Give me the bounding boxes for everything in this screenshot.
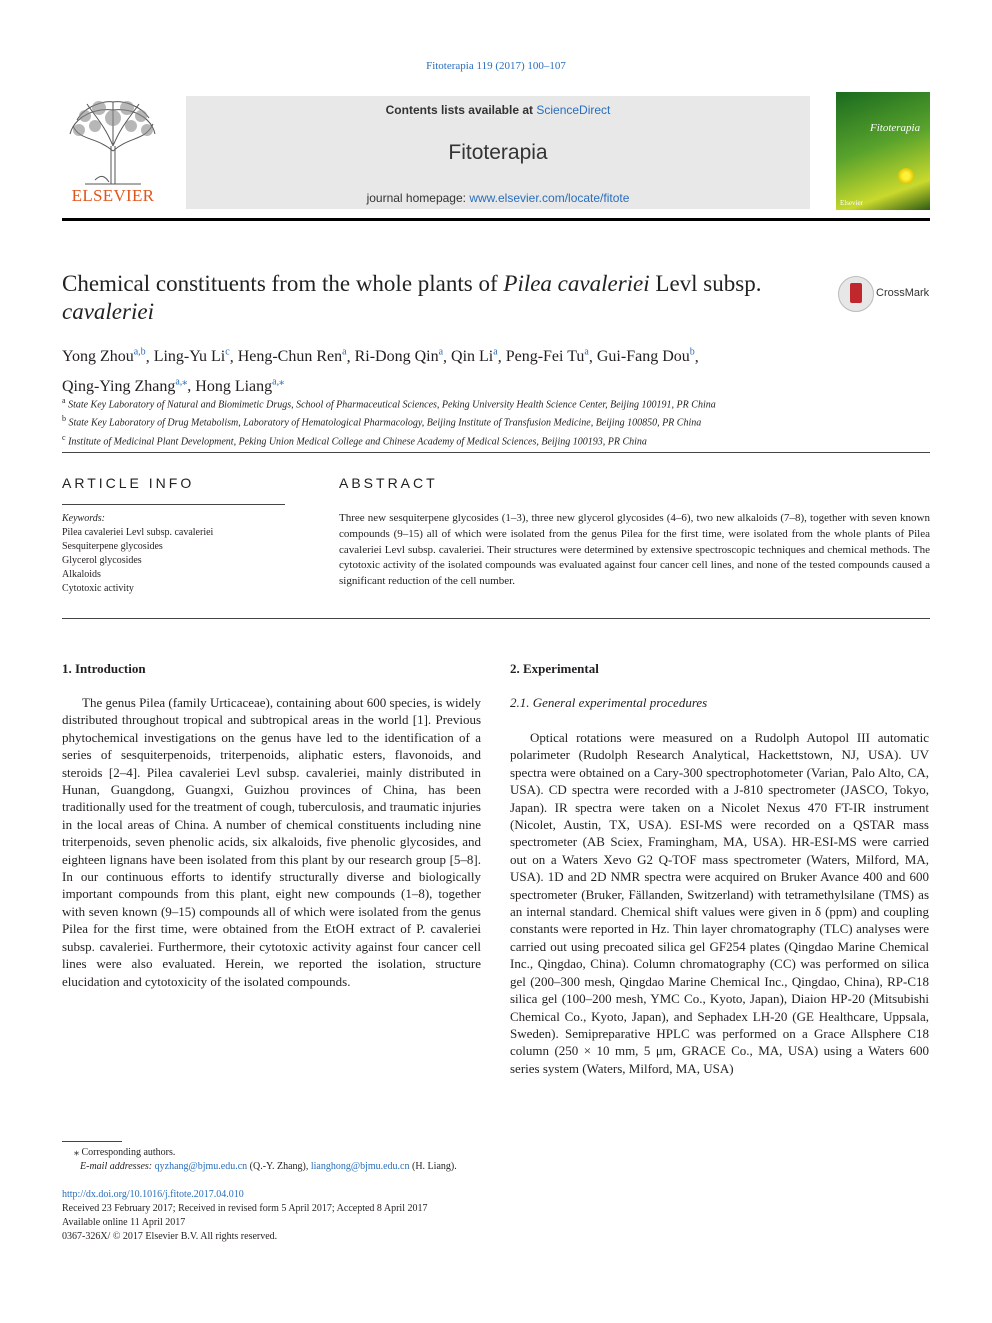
author[interactable]: Gui-Fang Dou$^b$ [596, 347, 695, 366]
journal-reference[interactable]: Fitoterapia 119 (2017) 100–107 [426, 60, 566, 72]
elsevier-wordmark: ELSEVIER [71, 186, 155, 205]
email-line: E-mail addresses: qyzhang@bjmu.edu.cn (Q.-Y. Zhang), lianghong@bjmu.edu.cn (H. Liang). [80, 1161, 457, 1172]
journal-name: Fitoterapia [448, 141, 548, 164]
footnote-divider [62, 1141, 122, 1142]
flower-icon [898, 168, 914, 184]
elsevier-logo[interactable] [62, 96, 164, 212]
cover-publisher: Elsevier [840, 199, 863, 207]
keyword: Sesquiterpene glycosides [62, 541, 163, 552]
homepage-link[interactable]: www.elsevier.com/locate/fitote [469, 191, 630, 205]
divider [62, 618, 930, 619]
author[interactable]: Hong Liang$^{a,⁎}$ [195, 376, 285, 395]
email-link[interactable]: lianghong@bjmu.edu.cn [310, 1161, 410, 1172]
crossmark-label: CrossMark [876, 287, 930, 299]
affiliation: $^c$ Institute of Medicinal Plant Development, Peking Union Medical College and Chinese Academy of Medical Sciences, Beijing 100193, PR China [62, 432, 647, 447]
footnotes [62, 1146, 662, 1174]
author[interactable]: Ling-Yu Li$^c$ [153, 347, 230, 366]
author[interactable]: Qin Li$^a$ [451, 347, 498, 366]
keyword: Glycerol glycosides [62, 555, 142, 566]
received-dates: Received 23 February 2017; Received in revised form 5 April 2017; Accepted 8 April 2017 [62, 1203, 428, 1214]
corresponding-note: ⁎ Corresponding authors. [74, 1147, 176, 1158]
article-info-heading: ARTICLE INFO [62, 475, 195, 491]
crossmark-icon [838, 276, 874, 312]
keywords: Keywords: Pilea cavaleriei Levl subsp. cavaleriei Sesquiterpene glycosides Glycerol glycosides Alkaloids Cytotoxic activity [62, 512, 292, 596]
article-title: Chemical constituents from the whole plants of Pilea cavaleriei Levl subsp. cavaleriei [62, 271, 762, 324]
author[interactable]: Qing-Ying Zhang$^{a,⁎}$ [62, 376, 188, 395]
experimental-text: Optical rotations were measured on a Rudolph Autopol III automatic polarimeter (Rudolph Research Analytical, Hackettstown, NJ, USA). UV spectra were obtained on a Cary-300 spectrophotometer (Varian, Palo Alto, CA, USA). CD spectra were recorded with a J-810 spectrometer (JASCO, Tokyo, Japan). IR spectra were taken on a Nicolet Nexus 470 FT-IR instrument (Nicolet, Austin, TX, USA). ESI-MS were recorded on a QSTAR mass spectrometer (AB Sciex, Framingham, MA, USA). HR-ESI-MS were carried out on a Waters Xevo G2 Q-TOF mass spectrometer (Waters, Milford, MA, USA). 1D and 2D NMR spectra were acquired on Bruker Avance 400 and 600 spectrometer (Bruker, Fällanden, Switzerland) with tetramethylsilane (TMS) as an internal standard. Chemical shift values were given in δ (ppm) and coupling constants were reported in Hz. Thin layer chromatography (TLC) analyses were carried out using precoated silica gel GF254 plates (Qingdao Marine Chemical Inc., Qingdao, China). Column chromatography (CC) was performed on silica gel (200–300 mesh, Qingdao Marine Chemical Inc., Qingdao, China), RP-C18 silica gel (100–200 mesh, YMC Co., Kyoto, Japan), Diaion HP-20 (Mitsubishi Chemical Co., Kyoto, Japan), and Sephadex LH-20 (GE Healthcare, Uppsala, Sweden). Semipreparative HPLC was performed on a Grace Allsphere C18 column (250 × 10 mm, 5 μm, GRACE Co., MA, USA) using a Waters 600 series system (Waters, Milford, MA, USA) [510, 730, 929, 1076]
contents-line: Contents lists available at ScienceDirect [385, 103, 611, 117]
journal-cover-image[interactable] [836, 92, 930, 210]
divider [62, 452, 930, 453]
sciencedirect-link[interactable]: ScienceDirect [536, 103, 611, 117]
divider [62, 504, 285, 505]
abstract-text: Three new sesquiterpene glycosides (1–3), three new glycerol glycosides (4–6), two new alkaloids (7–8), together with seven known compounds (9–15) all of which were isolated from the genus Pilea for the first time, were isolated from the whole plants of Pilea cavaleriei Levl subsp. cavaleriei. Their structures were determined by extensive spectroscopic techniques and chemical methods. The cytotoxic activity of the isolated compounds was evaluated against four cancer cell lines, and none of the tested compounds caused a significant reduction of the cell number. [339, 512, 930, 588]
keyword: Cytotoxic activity [62, 583, 134, 594]
keyword: Alkaloids [62, 569, 101, 580]
subsection-heading: 2.1. General experimental procedures [510, 695, 708, 710]
crossmark-badge[interactable] [838, 276, 938, 312]
author[interactable]: Yong Zhou$^{a,b}$ [62, 347, 146, 366]
keyword: Pilea cavaleriei Levl subsp. cavaleriei [62, 527, 214, 538]
cover-title: Fitoterapia [870, 122, 921, 134]
header-divider [62, 218, 930, 221]
affiliation: $^a$ State Key Laboratory of Natural and Biomimetic Drugs, School of Pharmaceutical Sciences, Peking University Health Science Center, Beijing 100191, PR China [62, 396, 716, 411]
introduction-text: The genus Pilea (family Urticaceae), containing about 600 species, is widely distributed throughout tropical and subtropical areas in the world [1]. Previous phytochemical investigations on the genus have led to the identification of a series of sesquiterpenoids, triterpenoids, aliphatic esters, flavonoids, and steroids [2–4]. Pilea cavaleriei Levl subsp. cavaleriei, mainly distributed in Hunan, Guangdong, Guangxi, Guizhou provinces of China, has been traditionally used for the treatment of cough, tuberculosis, and traumatic injuries in the local areas of China. A number of chemical constituents including nine triterpenoids, seven phenolic acids, six alkaloids, five phenolic glycosides, and eighteen lignans have been isolated from this plant by our research group [5–8]. In our continuous efforts to identify structurally diverse and biologically important compounds from this plant, eight new compounds (1–8), together with seven known (9–15) compounds all of which were isolated from the genus Pilea for the first time, were obtained from the EtOH extract of P. cavaleriei subsp. cavaleriei. Furthermore, their cytotoxic activity against four cancer cell lines were also evaluated. Herein, we reported the isolation, structure elucidation and cytotoxicity of the isolated compounds. [62, 695, 481, 989]
section-heading: 1. Introduction [62, 661, 146, 676]
affiliation: $^b$ State Key Laboratory of Drug Metabolism, Laboratory of Hematological Pharmacology, Beijing Institute of Transfusion Medicine, Beijing 100850, PR China [62, 414, 702, 429]
author-list: Yong Zhou$^{a,b}$, Ling-Yu Li$^c$, Heng-Chun Ren$^a$, Ri-Dong Qin$^a$, Qin Li$^a$, Peng-Fei Tu$^a$, Gui-Fang Dou$^b$, Qing-Ying Zhang$^{a,⁎}$, Hong Liang$^{a,⁎}$ [62, 347, 699, 395]
available-online: Available online 11 April 2017 [62, 1217, 186, 1228]
abstract-heading: ABSTRACT [339, 475, 438, 491]
article-history [62, 1188, 662, 1244]
author[interactable]: Heng-Chun Ren$^a$ [237, 347, 347, 366]
journal-homepage: journal homepage: www.elsevier.com/locate/fitote [366, 191, 630, 205]
copyright: 0367-326X/ © 2017 Elsevier B.V. All rights reserved. [62, 1231, 278, 1242]
author[interactable]: Ri-Dong Qin$^a$ [354, 347, 444, 366]
author[interactable]: Peng-Fei Tu$^a$ [505, 347, 589, 366]
journal-banner [186, 96, 810, 209]
affiliations [62, 394, 922, 449]
doi-link[interactable]: http://dx.doi.org/10.1016/j.fitote.2017.04.010 [62, 1189, 244, 1200]
section-heading: 2. Experimental [510, 661, 599, 676]
email-link[interactable]: qyzhang@bjmu.edu.cn [154, 1161, 248, 1172]
elsevier-tree-icon [65, 96, 161, 188]
